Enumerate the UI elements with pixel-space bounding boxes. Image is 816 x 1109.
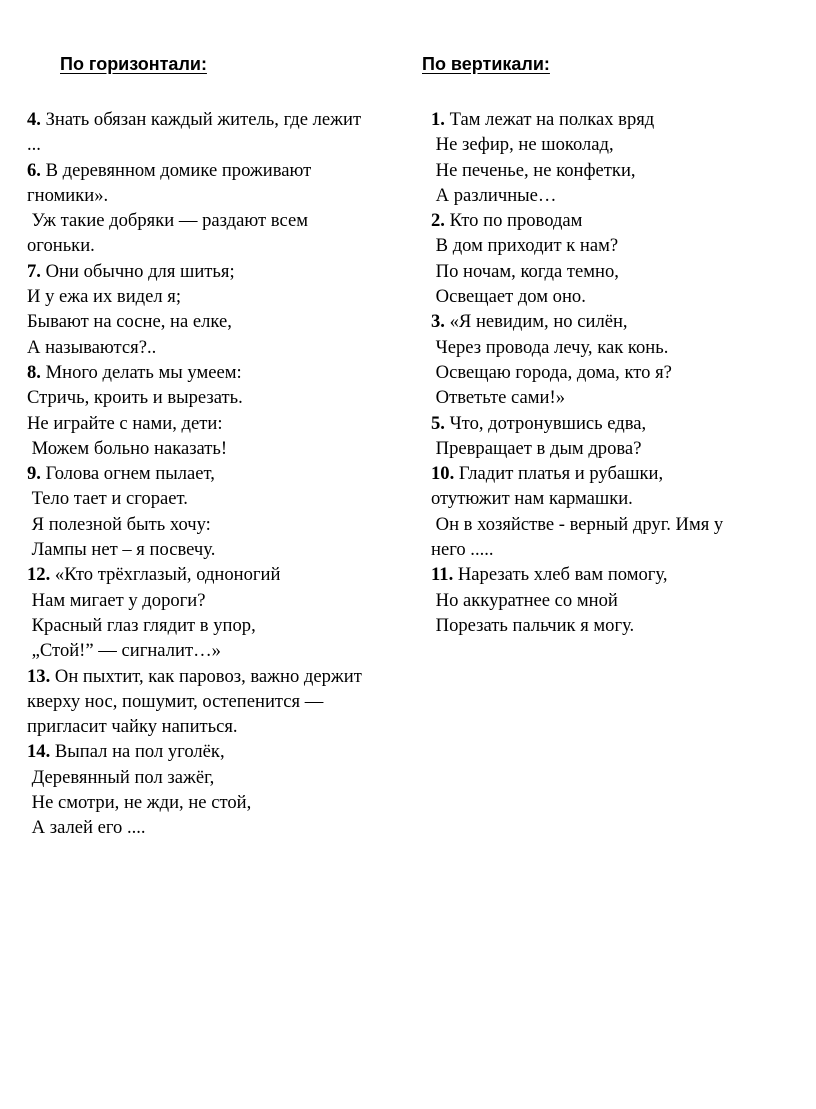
horizontal-clue-line bbox=[27, 107, 427, 132]
vertical-clue-line bbox=[431, 233, 801, 258]
vertical-clue-text: Что, дотронувшись едва, bbox=[444, 412, 647, 434]
horizontal-clue-text: Я полезной быть хочу: bbox=[27, 513, 211, 535]
horizontal-clue-line bbox=[27, 158, 427, 183]
horizontal-clue-text: Не смотри, не жди, не стой, bbox=[27, 792, 252, 814]
horizontal-clue-line bbox=[27, 689, 427, 714]
horizontal-clue-line bbox=[27, 233, 427, 258]
vertical-clue-number: 10. bbox=[431, 463, 455, 485]
vertical-clue-line bbox=[431, 613, 801, 638]
vertical-clue-text: Через провода лечу, как конь. bbox=[431, 336, 669, 358]
heading-horizontal: По горизонтали: bbox=[60, 54, 207, 74]
horizontal-clue-text: Можем больно наказать! bbox=[27, 437, 228, 459]
vertical-clue-text: Гладит платья и рубашки, bbox=[454, 463, 664, 485]
horizontal-clue-text: кверху нос, пошумит, остепенится — bbox=[27, 690, 324, 712]
vertical-clues-column bbox=[431, 107, 801, 638]
horizontal-clue-line bbox=[27, 284, 427, 309]
horizontal-clues-column bbox=[27, 107, 427, 841]
horizontal-clue-line bbox=[27, 537, 427, 562]
vertical-clue-line bbox=[431, 436, 801, 461]
vertical-clue-text: Кто по проводам bbox=[444, 210, 583, 232]
vertical-clue-number: 2. bbox=[431, 210, 445, 232]
vertical-clue-line bbox=[431, 562, 801, 587]
horizontal-clue-line bbox=[27, 335, 427, 360]
horizontal-clue-line bbox=[27, 360, 427, 385]
horizontal-clue-number: 14. bbox=[27, 741, 51, 763]
vertical-clue-line bbox=[431, 107, 801, 132]
horizontal-clue-text: И у ежа их видел я; bbox=[27, 286, 182, 308]
horizontal-clue-line bbox=[27, 613, 427, 638]
horizontal-clue-text: А называются?.. bbox=[27, 336, 157, 358]
vertical-clue-text: «Я невидим, но силён, bbox=[444, 311, 628, 333]
vertical-clue-text: А различные… bbox=[431, 184, 557, 206]
vertical-clue-line bbox=[431, 537, 801, 562]
horizontal-clue-line bbox=[27, 486, 427, 511]
horizontal-clue-text: Он пыхтит, как паровоз, важно держит bbox=[50, 665, 362, 687]
horizontal-clue-number: 7. bbox=[27, 260, 41, 282]
horizontal-clue-text: Голова огнем пылает, bbox=[40, 463, 215, 485]
horizontal-clue-number: 6. bbox=[27, 159, 41, 181]
vertical-clue-number: 5. bbox=[431, 412, 445, 434]
horizontal-clue-text: Выпал на пол уголёк, bbox=[50, 741, 225, 763]
vertical-clue-number: 11. bbox=[431, 564, 454, 586]
horizontal-clue-text: А залей его .... bbox=[27, 817, 146, 839]
horizontal-clue-line bbox=[27, 208, 427, 233]
vertical-clue-text: Не печенье, не конфетки, bbox=[431, 159, 636, 181]
horizontal-clue-line bbox=[27, 461, 427, 486]
horizontal-clue-number: 12. bbox=[27, 564, 51, 586]
vertical-clue-line bbox=[431, 461, 801, 486]
vertical-clue-line bbox=[431, 132, 801, 157]
horizontal-clue-text: Не играйте с нами, дети: bbox=[27, 412, 223, 434]
vertical-clue-text: отутюжит нам кармашки. bbox=[431, 488, 633, 510]
horizontal-clue-line bbox=[27, 664, 427, 689]
vertical-clue-text: Ответьте сами!» bbox=[431, 387, 565, 409]
horizontal-clue-number: 8. bbox=[27, 361, 41, 383]
horizontal-clue-text: «Кто трёхглазый, одноногий bbox=[50, 564, 281, 586]
vertical-clue-text: Там лежат на полках вряд bbox=[444, 109, 655, 130]
horizontal-clue-text: „Стой!” — сигналит…» bbox=[27, 640, 221, 662]
vertical-clue-line bbox=[431, 309, 801, 334]
vertical-clue-line bbox=[431, 158, 801, 183]
horizontal-clue-text: Знать обязан каждый житель, где лежит bbox=[40, 109, 362, 130]
vertical-clue-text: Нарезать хлеб вам помогу, bbox=[453, 564, 668, 586]
vertical-clue-text: Порезать пальчик я могу. bbox=[431, 614, 635, 636]
horizontal-clue-line bbox=[27, 638, 427, 663]
horizontal-clue-line bbox=[27, 714, 427, 739]
horizontal-clue-line bbox=[27, 512, 427, 537]
vertical-clue-text: Освещаю города, дома, кто я? bbox=[431, 361, 672, 383]
horizontal-clue-text: Уж такие добряки — раздают всем bbox=[27, 210, 308, 232]
horizontal-clue-text: Много делать мы умеем: bbox=[40, 361, 242, 383]
heading-vertical: По вертикали: bbox=[422, 54, 550, 74]
vertical-clue-text: него ..... bbox=[431, 539, 494, 561]
vertical-clue-number: 3. bbox=[431, 311, 445, 333]
vertical-clue-line bbox=[431, 486, 801, 511]
horizontal-clue-text: гномики». bbox=[27, 184, 109, 206]
horizontal-clue-text: пригласит чайку напиться. bbox=[27, 716, 238, 738]
vertical-clue-line bbox=[431, 588, 801, 613]
vertical-clue-line bbox=[431, 208, 801, 233]
horizontal-clue-text: Они обычно для шитья; bbox=[40, 260, 235, 282]
vertical-clue-text: Освещает дом оно. bbox=[431, 286, 586, 308]
horizontal-clue-text: Стричь, кроить и вырезать. bbox=[27, 387, 243, 409]
vertical-clue-line bbox=[431, 360, 801, 385]
horizontal-clue-line bbox=[27, 588, 427, 613]
horizontal-clue-line bbox=[27, 765, 427, 790]
horizontal-clue-text: Бывают на сосне, на елке, bbox=[27, 311, 232, 333]
horizontal-clue-line bbox=[27, 739, 427, 764]
vertical-clue-line bbox=[431, 512, 801, 537]
horizontal-clue-line bbox=[27, 183, 427, 208]
horizontal-clue-number: 4. bbox=[27, 109, 41, 130]
horizontal-clue-text: В деревянном домике проживают bbox=[40, 159, 312, 181]
vertical-clue-line bbox=[431, 411, 801, 436]
vertical-clue-text: Превращает в дым дрова? bbox=[431, 437, 642, 459]
horizontal-clue-number: 9. bbox=[27, 463, 41, 485]
vertical-clue-line bbox=[431, 183, 801, 208]
vertical-clue-text: В дом приходит к нам? bbox=[431, 235, 619, 257]
horizontal-clue-line bbox=[27, 385, 427, 410]
vertical-clue-number: 1. bbox=[431, 109, 445, 130]
vertical-clue-line bbox=[431, 335, 801, 360]
horizontal-clue-text: Деревянный пол зажёг, bbox=[27, 766, 215, 788]
horizontal-clue-number: 13. bbox=[27, 665, 51, 687]
horizontal-clue-text: Нам мигает у дороги? bbox=[27, 589, 206, 611]
horizontal-clue-line bbox=[27, 815, 427, 840]
horizontal-clue-text: Красный глаз глядит в упор, bbox=[27, 614, 256, 636]
horizontal-clue-text: Тело тает и сгорает. bbox=[27, 488, 188, 510]
vertical-clue-text: Он в хозяйстве - верный друг. Имя у bbox=[431, 513, 724, 535]
vertical-clue-text: Не зефир, не шоколад, bbox=[431, 134, 614, 156]
horizontal-clue-line bbox=[27, 411, 427, 436]
vertical-clue-line bbox=[431, 284, 801, 309]
horizontal-clue-text: Лампы нет – я посвечу. bbox=[27, 539, 216, 561]
vertical-clue-line bbox=[431, 259, 801, 284]
vertical-clue-text: По ночам, когда темно, bbox=[431, 260, 619, 282]
horizontal-clue-line bbox=[27, 132, 427, 157]
vertical-clue-line bbox=[431, 385, 801, 410]
horizontal-clue-line bbox=[27, 790, 427, 815]
horizontal-clue-line bbox=[27, 309, 427, 334]
horizontal-clue-text: огоньки. bbox=[27, 235, 95, 257]
horizontal-clue-line bbox=[27, 259, 427, 284]
vertical-clue-text: Но аккуратнее со мной bbox=[431, 589, 618, 611]
horizontal-clue-line bbox=[27, 562, 427, 587]
horizontal-clue-line bbox=[27, 436, 427, 461]
horizontal-clue-text: ... bbox=[27, 134, 41, 156]
